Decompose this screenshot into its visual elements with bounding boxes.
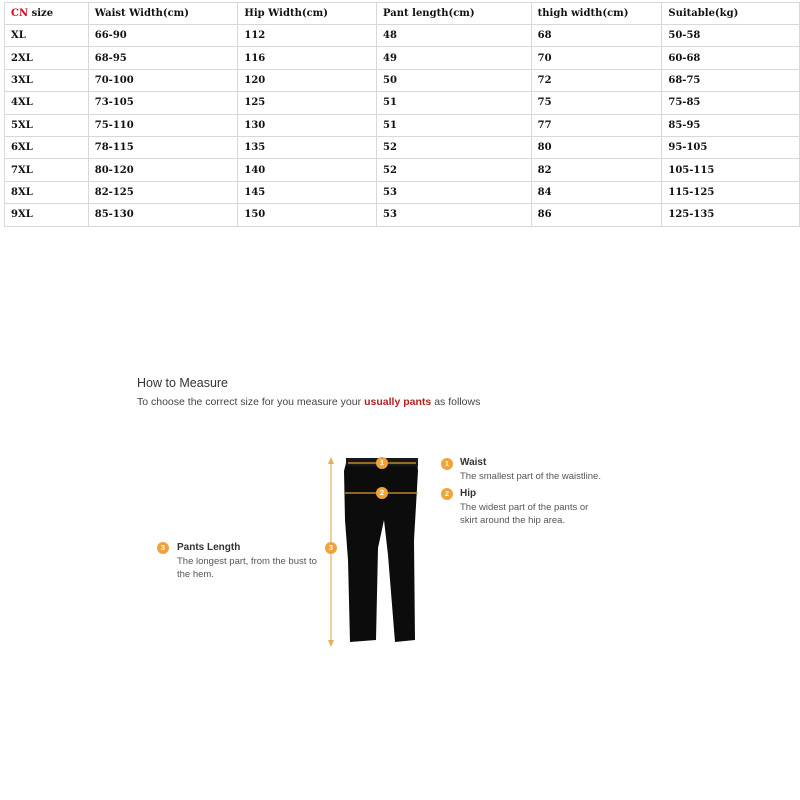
cell-thigh: 82	[531, 159, 662, 181]
cell-suitable: 50-58	[662, 25, 800, 47]
legend-waist-desc: The smallest part of the waistline.	[460, 471, 601, 482]
cell-thigh: 77	[531, 114, 662, 136]
subtitle-highlight: usually pants	[364, 396, 432, 408]
cell-suitable: 115-125	[662, 181, 800, 203]
legend-length-desc: The longest part, from the bust to the hem.	[177, 556, 317, 580]
cell-size: XL	[5, 25, 89, 47]
cell-size: 4XL	[5, 92, 89, 114]
cell-suitable: 75-85	[662, 92, 800, 114]
cell-pant-length: 49	[377, 47, 532, 69]
cell-suitable: 95-105	[662, 136, 800, 158]
cell-size: 5XL	[5, 114, 89, 136]
legend-hip-desc: The widest part of the pants or skirt around the hip area.	[460, 502, 589, 526]
subtitle-after: as follows	[434, 396, 481, 408]
cell-size: 8XL	[5, 181, 89, 203]
cell-thigh: 68	[531, 25, 662, 47]
cell-suitable: 85-95	[662, 114, 800, 136]
cell-suitable: 125-135	[662, 204, 800, 226]
cell-size: 3XL	[5, 69, 89, 91]
cn-size-label: size	[28, 8, 54, 19]
cell-size: 9XL	[5, 204, 89, 226]
length-number-badge: 3	[325, 542, 337, 554]
how-to-measure-title: How to Measure	[137, 376, 229, 390]
cell-waist: 78-115	[88, 136, 238, 158]
cell-waist: 70-100	[88, 69, 238, 91]
cell-pant-length: 48	[377, 25, 532, 47]
legend-waist-title: Waist	[460, 457, 487, 468]
cell-suitable: 68-75	[662, 69, 800, 91]
subtitle-before: To choose the correct size for you measure your	[137, 396, 362, 408]
header-waist: Waist Width(cm)	[88, 3, 238, 25]
cell-thigh: 75	[531, 92, 662, 114]
cn-prefix: CN	[11, 8, 29, 19]
cell-thigh: 70	[531, 47, 662, 69]
cell-waist: 80-120	[88, 159, 238, 181]
header-thigh: thigh width(cm)	[531, 3, 662, 25]
cell-pant-length: 51	[377, 114, 532, 136]
cell-hip: 140	[238, 159, 377, 181]
cell-waist: 85-130	[88, 204, 238, 226]
legend-length-title: Pants Length	[177, 542, 241, 553]
cell-hip: 135	[238, 136, 377, 158]
cell-size: 6XL	[5, 136, 89, 158]
cell-thigh: 72	[531, 69, 662, 91]
cell-hip: 145	[238, 181, 377, 203]
cell-thigh: 84	[531, 181, 662, 203]
cell-waist: 75-110	[88, 114, 238, 136]
cell-pant-length: 53	[377, 204, 532, 226]
legend-waist-badge: 1	[441, 458, 453, 470]
cell-hip: 130	[238, 114, 377, 136]
cell-pant-length: 50	[377, 69, 532, 91]
waist-number-badge: 1	[376, 457, 388, 469]
cell-hip: 120	[238, 69, 377, 91]
header-hip: Hip Width(cm)	[238, 3, 377, 25]
cell-waist: 82-125	[88, 181, 238, 203]
length-arrow-bottom	[328, 640, 334, 647]
length-arrow-top	[328, 457, 334, 464]
cell-hip: 116	[238, 47, 377, 69]
cell-pant-length: 53	[377, 181, 532, 203]
cell-size: 2XL	[5, 47, 89, 69]
cell-hip: 150	[238, 204, 377, 226]
legend-hip-title: Hip	[460, 488, 477, 499]
legend-length-badge: 3	[157, 542, 169, 554]
cell-thigh: 86	[531, 204, 662, 226]
cell-waist: 73-105	[88, 92, 238, 114]
header-suitable: Suitable(kg)	[662, 3, 800, 25]
cell-hip: 125	[238, 92, 377, 114]
cell-thigh: 80	[531, 136, 662, 158]
hip-number-badge: 2	[376, 487, 388, 499]
cell-pant-length: 52	[377, 136, 532, 158]
header-pant-length: Pant length(cm)	[377, 3, 532, 25]
cell-pant-length: 52	[377, 159, 532, 181]
cell-pant-length: 51	[377, 92, 532, 114]
cell-suitable: 60-68	[662, 47, 800, 69]
cell-suitable: 105-115	[662, 159, 800, 181]
cell-waist: 68-95	[88, 47, 238, 69]
legend-hip-badge: 2	[441, 488, 453, 500]
cell-size: 7XL	[5, 159, 89, 181]
cell-hip: 112	[238, 25, 377, 47]
cell-waist: 66-90	[88, 25, 238, 47]
